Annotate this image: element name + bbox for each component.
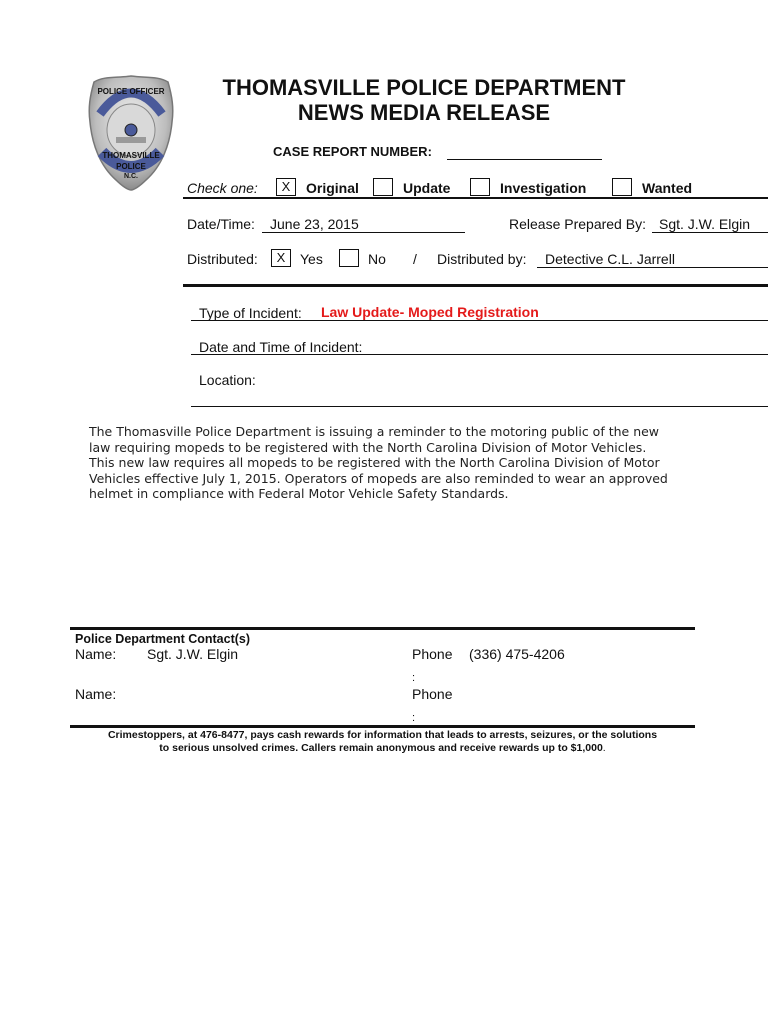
crimestoppers-notice — [70, 729, 695, 755]
crimestoppers-line1: Crimestoppers, at 476-8477, pays cash rewards for information that leads to arrests, seizures, or the solutions — [107, 729, 658, 741]
datetime-field[interactable]: June 23, 2015 — [262, 216, 465, 233]
header-section-divider — [183, 284, 768, 287]
badge-line3-text: N.C. — [124, 173, 138, 180]
release-body-text: The Thomasville Police Department is issuing a reminder to the motoring public of the new law requiring mopeds to be registered with the North Carolina Division of Motor Vehicles. This new law requires all mopeds to be registered with the North Carolina Division of Motor Vehicles effective July 1, 2015. Operators of mopeds are also reminded to wear an approved helmet in compliance with Federal Motor Vehicle Safety Standards. — [89, 424, 668, 501]
distributed-no-label: No — [368, 251, 386, 267]
incident-type-underline — [191, 320, 768, 321]
original-label: Original — [306, 180, 359, 196]
original-checkbox[interactable]: X — [276, 178, 296, 196]
badge-top-text: POLICE OFFICER — [97, 87, 165, 96]
police-badge-logo — [86, 74, 176, 192]
case-report-label: CASE REPORT NUMBER: — [273, 144, 432, 159]
incident-type-label: Type of Incident: — [199, 305, 302, 321]
incident-type-value[interactable]: Law Update- Moped Registration — [321, 304, 539, 320]
case-report-field[interactable] — [447, 144, 602, 160]
distributed-yes-label: Yes — [300, 251, 323, 267]
crimestoppers-line2: to serious unsolved crimes. Callers remain anonymous and receive rewards up to $1,000 — [159, 742, 603, 754]
contact2-phone-colon: : — [412, 712, 416, 724]
prepared-by-field[interactable]: Sgt. J.W. Elgin — [652, 216, 768, 233]
crimestoppers-line2-wrap — [70, 742, 695, 755]
contact2-phone-label: Phone — [412, 686, 453, 702]
distributed-by-field[interactable]: Detective C.L. Jarrell — [537, 251, 768, 268]
investigation-label: Investigation — [500, 180, 587, 196]
prepared-by-label: Release Prepared By: — [509, 216, 646, 232]
contact1-name-label: Name: — [75, 646, 117, 662]
release-title: NEWS MEDIA RELEASE — [297, 100, 551, 125]
location-underline — [191, 406, 768, 407]
contacts-heading: Police Department Contact(s) — [75, 632, 251, 646]
crimestoppers-period: . — [602, 742, 606, 754]
contact1-name-value: Sgt. J.W. Elgin — [147, 646, 239, 662]
distributed-label: Distributed: — [187, 251, 258, 267]
distributed-separator: / — [413, 251, 417, 267]
contacts-bottom-rule — [70, 725, 695, 728]
location-label: Location: — [199, 372, 256, 388]
investigation-checkbox[interactable] — [470, 178, 490, 196]
badge-line2-text: POLICE — [116, 162, 146, 171]
update-label: Update — [403, 180, 451, 196]
check-row-divider — [183, 197, 768, 199]
contact1-phone-colon: : — [412, 672, 416, 684]
check-one-label: Check one: — [187, 180, 258, 196]
datetime-label: Date/Time: — [187, 216, 255, 232]
wanted-label: Wanted — [642, 180, 693, 196]
incident-datetime-label: Date and Time of Incident: — [199, 339, 363, 355]
contacts-top-rule — [70, 627, 695, 630]
contact1-phone-value: (336) 475-4206 — [469, 646, 565, 662]
department-title: THOMASVILLE POLICE DEPARTMENT — [222, 75, 626, 100]
contact1-phone-label: Phone — [412, 646, 453, 662]
incident-datetime-underline — [191, 354, 768, 355]
contact2-name-label: Name: — [75, 686, 117, 702]
badge-bottom-text: THOMASVILLE — [102, 151, 160, 160]
distributed-no-checkbox[interactable] — [339, 249, 359, 267]
wanted-checkbox[interactable] — [612, 178, 632, 196]
distributed-yes-checkbox[interactable]: X — [271, 249, 291, 267]
update-checkbox[interactable] — [373, 178, 393, 196]
distributed-by-label: Distributed by: — [437, 251, 527, 267]
